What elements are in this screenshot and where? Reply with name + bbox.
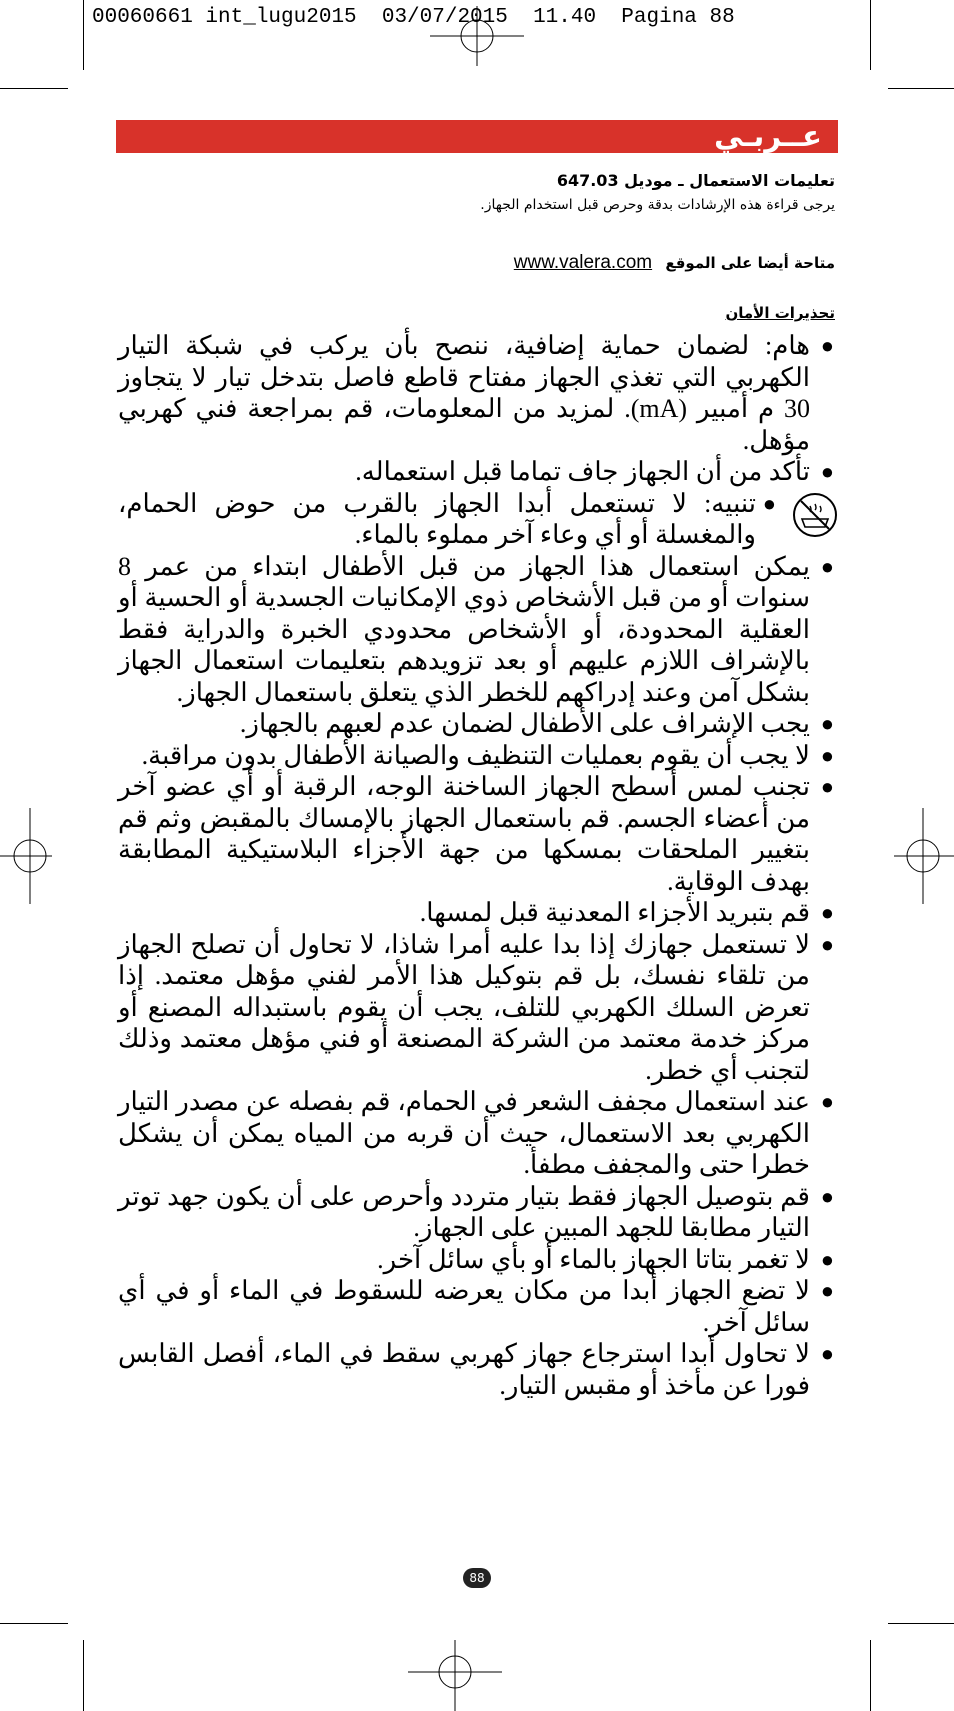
crop-mark [888,1623,954,1624]
crop-mark [870,0,871,70]
crop-mark [83,1640,84,1711]
list-item-text: يمكن استعمال هذا الجهاز من قبل الأطفال ابتداء من عمر 8 سنوات أو من قبل الأشخاص ذوي الإمكانيات الجسدية أو الحسية أو العقلية المحدودة، أو الأشخاص محدودي الخبرة والدراية فقط بالإشراف اللازم عليهم أو بعد تزويدهم بتعليمات استعمال الجهاز بشكل آمن وعند إدراكهم للخطر الذي يتعلق باستعمال الجهاز. [118,551,810,707]
bullet-icon: ● [820,742,834,768]
list-item [118,456,836,488]
list-item [118,330,836,456]
print-slug: 00060661 int_lugu2015 03/07/2015 11.40 Pagina 88 [92,6,735,29]
registration-mark-icon [894,808,954,904]
list-item [118,897,836,929]
list-item [118,929,836,1087]
language-label: عــربـي [714,119,822,153]
document-title: تعليمات الاستعمال ـ موديل 647.03 [556,171,835,190]
list-item-text: لا تحاول أبدا استرجاع جهاز كهربي سقط في الماء، أفصل القابس فورا عن مأخذ أو مقبس التيار. [118,1339,810,1400]
bullet-icon: ● [820,1246,834,1272]
list-item-text: لا تضع الجهاز أبدا من مكان يعرضه للسقوط في الماء أو في أي سائل آخر. [118,1276,810,1337]
document-subtitle: يرجى قراءة هذه الإرشادات بدقة وحرص قبل استخدام الجهاز. [480,197,835,213]
crop-mark [0,88,68,89]
list-item-text: لا يجب أن يقوم بعمليات التنظيف والصيانة الأطفال بدون مراقبة. [141,740,810,770]
list-item [118,1275,836,1338]
bullet-icon: ● [820,1183,834,1209]
bullet-icon: ● [820,1089,834,1114]
bullet-icon: ● [820,1341,834,1366]
list-item-text: قم بتبريد الأجزاء المعدنية قبل لمسها. [419,898,810,927]
website-line [514,252,835,274]
bullet-icon: ● [820,459,834,484]
crop-mark [83,0,84,70]
list-item [118,740,836,772]
list-item [118,708,836,740]
bullet-icon: ● [820,333,834,358]
list-item-text: هام: لضمان حماية إضافية، ننصح بأن يركب في شبكة التيار الكهربي التي تغذي الجهاز مفتاح قاطع فاصل بتدخل تيار لا يتجاوز 30 م أمبير (mA). لمزيد من المعلومات، قم بمراجعة فني كهربي مؤهل. [118,331,810,455]
bullet-icon: ● [820,711,834,736]
registration-mark-icon [408,1640,502,1711]
list-item [118,551,836,709]
website-label: متاحة أيضا على الموقع [665,254,835,272]
list-item-text: يجب الإشراف على الأطفال لضمان عدم لعبهم بالجهاز. [239,709,810,738]
bullet-icon: ● [820,774,834,799]
crop-mark [870,1640,871,1711]
list-item [118,771,836,897]
warning-list [118,330,836,1401]
crop-mark [888,88,954,89]
list-item-text: تنبيه: لا تستعمل أبدا الجهاز بالقرب من حوض الحمام، والمغسلة أو أي وعاء آخر مملوء بالماء. [118,488,756,549]
page-number: 88 [463,1568,491,1588]
section-title: تحذيرات الأمان [725,304,835,322]
language-banner [116,120,838,153]
website-link[interactable]: www.valera.com [513,252,653,273]
list-item-text: لا تستعمل جهازك إذا بدا عليه أمرا شاذا، لا تحاول أن تصلح الجهاز من تلقاء نفسك، بل قم بتوكيل هذا الأمر لفني مؤهل معتمد. إذا تعرض السلك الكهربي للتلف، يجب أن يقوم باستبداله المصنع أو مركز خدمة معتمد من الشركة المصنعة أو فني مؤهل معتمد وذلك لتجنب أي خطر. [118,929,810,1085]
crop-mark [0,1623,68,1624]
list-item [118,1181,836,1244]
no-water-bathtub-icon [792,492,838,538]
registration-mark-icon [0,808,52,904]
list-item-text: لا تغمر بتاتا الجهاز بالماء أو بأي سائل آخر. [377,1244,810,1274]
list-item-text: عند استعمال مجفف الشعر في الحمام، قم بفصله عن مصدر التيار الكهربي بعد الاستعمال، حيث أن قربه من المياه يمكن أن يشكل خطرا حتى والمجفف مطفأ. [118,1087,810,1179]
safety-warnings [118,330,836,1401]
list-item [118,1338,836,1401]
warning-text-block [118,488,778,551]
list-item [118,488,836,551]
registration-mark-icon [430,6,524,66]
bullet-icon: ● [820,900,834,925]
bullet-icon: ● [820,931,834,957]
list-item [118,1086,836,1181]
list-item-text: تجنب لمس أسطح الجهاز الساخنة الوجه، الرقبة أو أي عضو آخر من أعضاء الجسم. قم باستعمال الجهاز بالإمساك بالمقبض وثم قم بتغيير الملحقات بمسكها من جهة الأجزاء البلاستيكية المطابقة بهدف الوقاية. [118,772,810,896]
list-item-text: قم بتوصيل الجهاز فقط بتيار متردد وأحرص على أن يكون جهد توتر التيار مطابقا للجهد المبين على الجهاز. [118,1181,810,1242]
bullet-icon: ● [820,553,834,579]
list-item-text: تأكد من أن الجهاز جاف تماما قبل استعماله. [355,457,810,486]
bullet-icon: ● [762,490,776,516]
list-item [118,1244,836,1276]
bullet-icon: ● [820,1278,834,1303]
